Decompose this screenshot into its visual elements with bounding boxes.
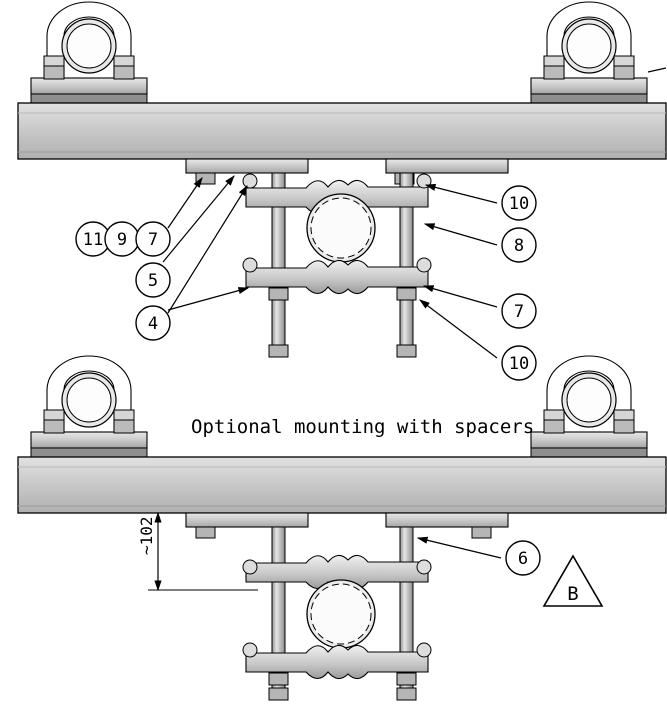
supported-pipe-bottom bbox=[307, 580, 375, 648]
callout-4-label: 4 bbox=[147, 314, 159, 334]
callout-10-upper[interactable] bbox=[502, 186, 536, 220]
bottom-assembly bbox=[18, 356, 666, 700]
callout-8[interactable] bbox=[502, 228, 536, 262]
callout-6[interactable] bbox=[506, 541, 540, 575]
leader-lines-left-top bbox=[163, 176, 248, 313]
callout-7-right[interactable] bbox=[502, 294, 536, 328]
spacer-plate-top bbox=[186, 159, 508, 184]
callout-7-right-label: 7 bbox=[513, 302, 525, 322]
leader-lines-right-top bbox=[420, 185, 497, 358]
leader-line-6 bbox=[418, 538, 501, 558]
bottom-fasteners-top bbox=[269, 288, 416, 357]
pipe-clamp-left-bottom bbox=[31, 356, 147, 457]
callout-8-label: 8 bbox=[513, 236, 525, 256]
callout-9-label: 9 bbox=[116, 230, 128, 250]
callout-5[interactable] bbox=[136, 263, 170, 297]
callout-7-top-left-label: 7 bbox=[147, 230, 159, 250]
callout-10-lower[interactable] bbox=[502, 346, 536, 380]
supported-pipe-top bbox=[307, 194, 375, 262]
callout-10-lower-label: 10 bbox=[508, 354, 530, 374]
pipe-clamp-left-top bbox=[31, 2, 147, 103]
callout-11-label: 11 bbox=[82, 230, 104, 250]
top-assembly bbox=[18, 2, 666, 380]
pipe-clamp-right-bottom bbox=[531, 356, 647, 457]
revision-flag-triangle bbox=[544, 556, 602, 606]
support-beam-top bbox=[18, 103, 666, 159]
callout-10-upper-label: 10 bbox=[508, 194, 530, 214]
optional-mounting-note: Optional mounting with spacers bbox=[191, 416, 535, 438]
callout-5-label: 5 bbox=[147, 271, 159, 291]
dimension-102-label: ~102 bbox=[137, 516, 156, 555]
callout-6-label: 6 bbox=[517, 549, 529, 569]
callout-7-top-left[interactable] bbox=[136, 222, 170, 256]
spacer-plate-bottom bbox=[186, 513, 508, 538]
support-beam-bottom bbox=[18, 457, 666, 513]
callout-4[interactable] bbox=[136, 306, 170, 340]
callout-9[interactable] bbox=[105, 222, 139, 256]
revision-flag-label: B bbox=[567, 583, 579, 605]
